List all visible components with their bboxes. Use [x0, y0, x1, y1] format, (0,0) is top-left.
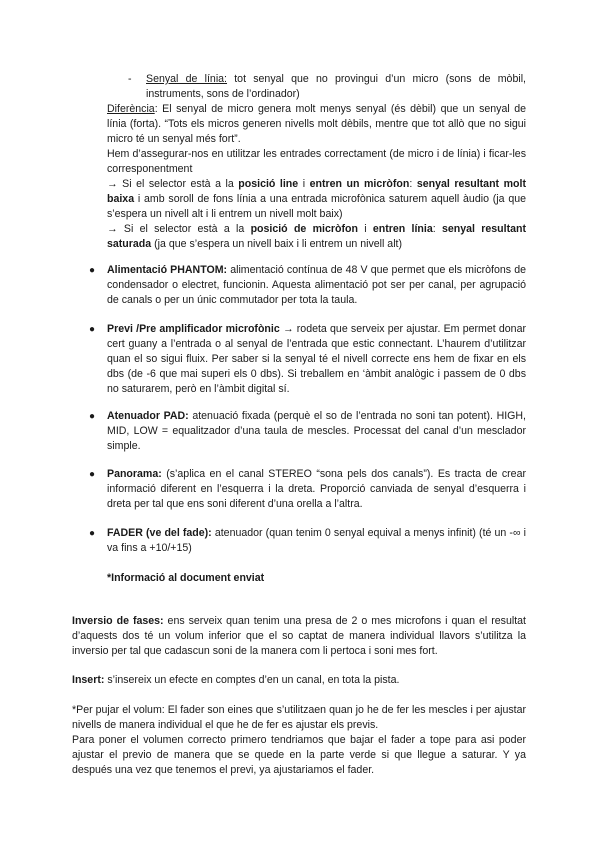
previ-item: [107, 322, 526, 397]
phantom-item: [107, 263, 526, 308]
spanish-note-paragraph: Para poner el volumen correcto primero tendriamos que bajar el fader a tope para asi poder ajustar el previo de manera que se quede en la parte verde si que llegue a saturar. Y ya después una vez que tenemos el previ, ya ajustariamos el fader.: [72, 734, 526, 776]
arrow1-result: senyal resultant molt baixa: [107, 178, 526, 205]
phantom-label: Alimentació PHANTOM:: [107, 264, 228, 276]
inversio-label: Inversio de fases:: [72, 615, 164, 627]
fader-item: [107, 526, 526, 556]
senyal-de-linia-item: [146, 72, 526, 102]
bullet-icon: ●: [89, 324, 96, 335]
arrow1-colon: :: [409, 178, 417, 190]
arrow1-input: entren un micròfon: [309, 178, 410, 190]
insert-text: s’insereix un efecte en comptes d’en un canal, en tota la pista.: [104, 674, 400, 686]
pad-item: [107, 409, 526, 454]
bullet-icon: ●: [89, 411, 96, 422]
previ-text: → rodeta que serveix per ajustar. Em permet donar cert guany a l’entrada o al senyal de l’entrada que estic connectant. L’haurem d’utilitzar quan el so sigui fluix. Per saber si la senyal té el nivell correcte ens hem de fixar en els dbs (de -6 que mai superi els 0 dbs). Si treballem en ‘àmbit analògic i passem de 0 dbs no saturarem, però en l’àmbit digital sí.: [107, 323, 526, 395]
info-note-text: *Informació al document enviat: [107, 572, 265, 584]
senyal-de-linia-label: Senyal de línia:: [146, 73, 228, 85]
fader-text: atenuador (quan tenim 0 senyal equival a menys infinit) (té un -∞ i va fins a +10/+15): [107, 527, 526, 554]
bullet-icon: ●: [89, 528, 96, 539]
fader-note-paragraph: *Per pujar el volum: El fader son eines que s’utilitzaen quan jo he de fer les mescles i per ajustar nivells de manera individual el que he de fer es ajustar els previs.: [72, 704, 526, 731]
arrow2-input: entren línia: [372, 223, 433, 235]
hem-paragraph: Hem d’assegurar-nos en utilitzar les entrades correctament (de micro i de línia) i ficar-les corresponentment: [107, 148, 526, 175]
previ-label: Previ /Pre amplificador microfònic: [107, 323, 280, 335]
diferencia-text: : El senyal de micro genera molt menys senyal (és dèbil) que un senyal de línia (forta). “Tots els micros generen nivells molt dèbils, mentre que tot allò que no sigui micro té un senyal més fort”.: [107, 103, 526, 145]
arrow2-result: senyal resultant saturada: [107, 223, 527, 250]
info-note: [107, 571, 526, 586]
arrow2-text: (ja que s’espera un nivell baix i li entrem un nivell alt): [151, 238, 403, 250]
panorama-label: Panorama:: [107, 468, 162, 480]
bullet-icon: ●: [89, 469, 96, 480]
inversio-paragraph: [72, 614, 526, 659]
arrow2-connector: i: [357, 223, 373, 235]
insert-paragraph: [72, 673, 526, 688]
senyal-de-linia-text: tot senyal que no provingui d’un micro (sons de mòbil, instruments, sons de l’ordinador): [146, 73, 526, 100]
panorama-text: (s’aplica en el canal STEREO “sona pels dos canals”). Es tracta de crear informació diferent en l’esquerra i la dreta. Proporció canviada de senyal d’esquerra i dreta per tal que ens soni diferent d’una orella a l’altra.: [107, 468, 526, 510]
list-dash: -: [128, 73, 132, 85]
fader-label: FADER (ve del fade):: [107, 527, 212, 539]
diferencia-label: Diferència: [107, 103, 155, 115]
arrow2-colon: :: [432, 223, 442, 235]
selector-micro-paragraph: [107, 222, 526, 252]
arrow1-connector: i: [298, 178, 310, 190]
selector-line-paragraph: [107, 177, 526, 222]
arrow1-intro: → Si el selector està a la: [107, 178, 239, 190]
insert-label: Insert:: [72, 674, 105, 686]
bullet-icon: ●: [89, 265, 96, 276]
panorama-item: [107, 467, 526, 512]
arrow2-position: posició de micròfon: [250, 223, 358, 235]
pad-label: Atenuador PAD:: [107, 410, 189, 422]
phantom-text: alimentació contínua de 48 V que permet que els micròfons de condensador o electret, funcionin. Aquesta alimentació pot ser per canal, per agrupació de canals o per un únic commutador per tota la taula.: [107, 264, 526, 306]
diferencia-paragraph: [107, 102, 526, 147]
pad-text: atenuació fixada (perquè el so de l’entrada no soni tan potent). HIGH, MID, LOW = equalitzador d’una taula de mescles. Processat del canal d’un mesclador simple.: [107, 410, 526, 452]
arrow1-text: i amb soroll de fons línia a una entrada microfònica saturem aquell àudio (ja que s’espera un nivell alt i li entrem un nivell molt baix): [107, 193, 526, 220]
inversio-text: ens serveix quan tenim una presa de 2 o mes microfons i quan el resultat d’aquests dos té un volum inferior que el so captat de manera individual llavors s’utilitza la inversio per tal que cadascun soni de la manera com li pertoca i soni mes fort.: [72, 615, 526, 657]
arrow2-intro: → Si el selector està a la: [107, 223, 251, 235]
arrow1-position: posició line: [238, 178, 299, 190]
